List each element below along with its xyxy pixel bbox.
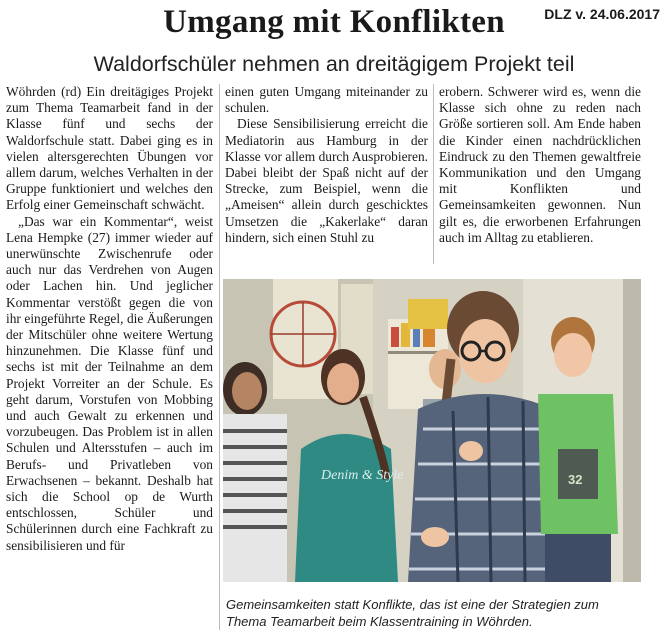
article-paragraph: einen guten Umgang miteinander zu schulen. [225, 84, 428, 116]
article-column-1 [6, 84, 213, 554]
headline: Umgang mit Konflikten [163, 4, 505, 40]
article-paragraph: Diese Sensibilisierung erreicht die Mediatorin aus Hamburg in der Klasse vor allem durch Ausprobieren. Dabei bleibt der Spaß nicht auf der Strecke, zum Beispiel, wenn die „Ameisen“ allein durch geschicktes Umsetzen die „Kakerlake“ daran hindern, sich einen Stuhl zu [225, 116, 428, 245]
article-column-3 [439, 84, 641, 246]
article-photo [223, 279, 641, 582]
shirt-number: 32 [568, 472, 583, 487]
publication-dateline: DLZ v. 24.06.2017 [544, 6, 660, 22]
subheadline: Waldorfschüler nehmen an dreitägigem Projekt teil [93, 52, 575, 76]
article-column-2 [225, 84, 428, 246]
sweatshirt-print: Denim & Style [321, 468, 404, 483]
column-divider [219, 84, 220, 630]
article-paragraph: Wöhrden (rd) Ein dreitägiges Projekt zum Thema Teamarbeit fand in der Klasse fünf und sechs der Waldorfschule statt. Dabei ging es in vielen altersgerechten Übungen vor allem darum, welches Verhalten in der Gruppe funktioniert und welches den Erfolg einer Gemeinschaft schwächt. [6, 84, 213, 213]
article-paragraph: „Das war ein Kommentar“, weist Lena Hempke (27) immer wieder auf unerwünschte Zwischenrufe oder auch nur das Verdrehen von Augen oder Lachen hin. Und jeglicher Kommentar verstößt gegen die von ihr eingeführte Regel, die Äußerungen der Mitschüler ohne weitere Wertung hinzunehmen. Die Klasse fünf und sechs ist mit der Teilnahme an dem Projekt Vorreiter an der Schule. Es geht darum, Vorstufen von Mobbing und auch Gewalt zu erkennen und vorzubeugen. Das Problem ist in allen Schulen und Altersstufen – auch im Berufs- und Privatleben von Erwachsenen – bekannt. Deshalb hat sich die School op de Wurth entschlossen, Schüler und Schülerinnen durch eine Fachkraft zu sensibilisieren und für [6, 213, 213, 553]
column-divider [433, 84, 434, 264]
photo-caption: Gemeinsamkeiten statt Konflikte, das ist eine der Strategien zum Thema Teamarbeit beim Klassentraining in Wöhrden. [226, 597, 599, 629]
article-paragraph: erobern. Schwerer wird es, wenn die Klasse sich ohne zu reden nach Größe sortieren soll. Am Ende haben die Kinder einen nachdrücklichen Eindruck zu den Themen gewaltfreie Kommunikation und den Umgang mit Konflikten und Gemeinsamkeiten gewonnen. Nun gilt es, die erworbenen Erfahrungen auch im Alltag zu etablieren. [439, 84, 641, 245]
